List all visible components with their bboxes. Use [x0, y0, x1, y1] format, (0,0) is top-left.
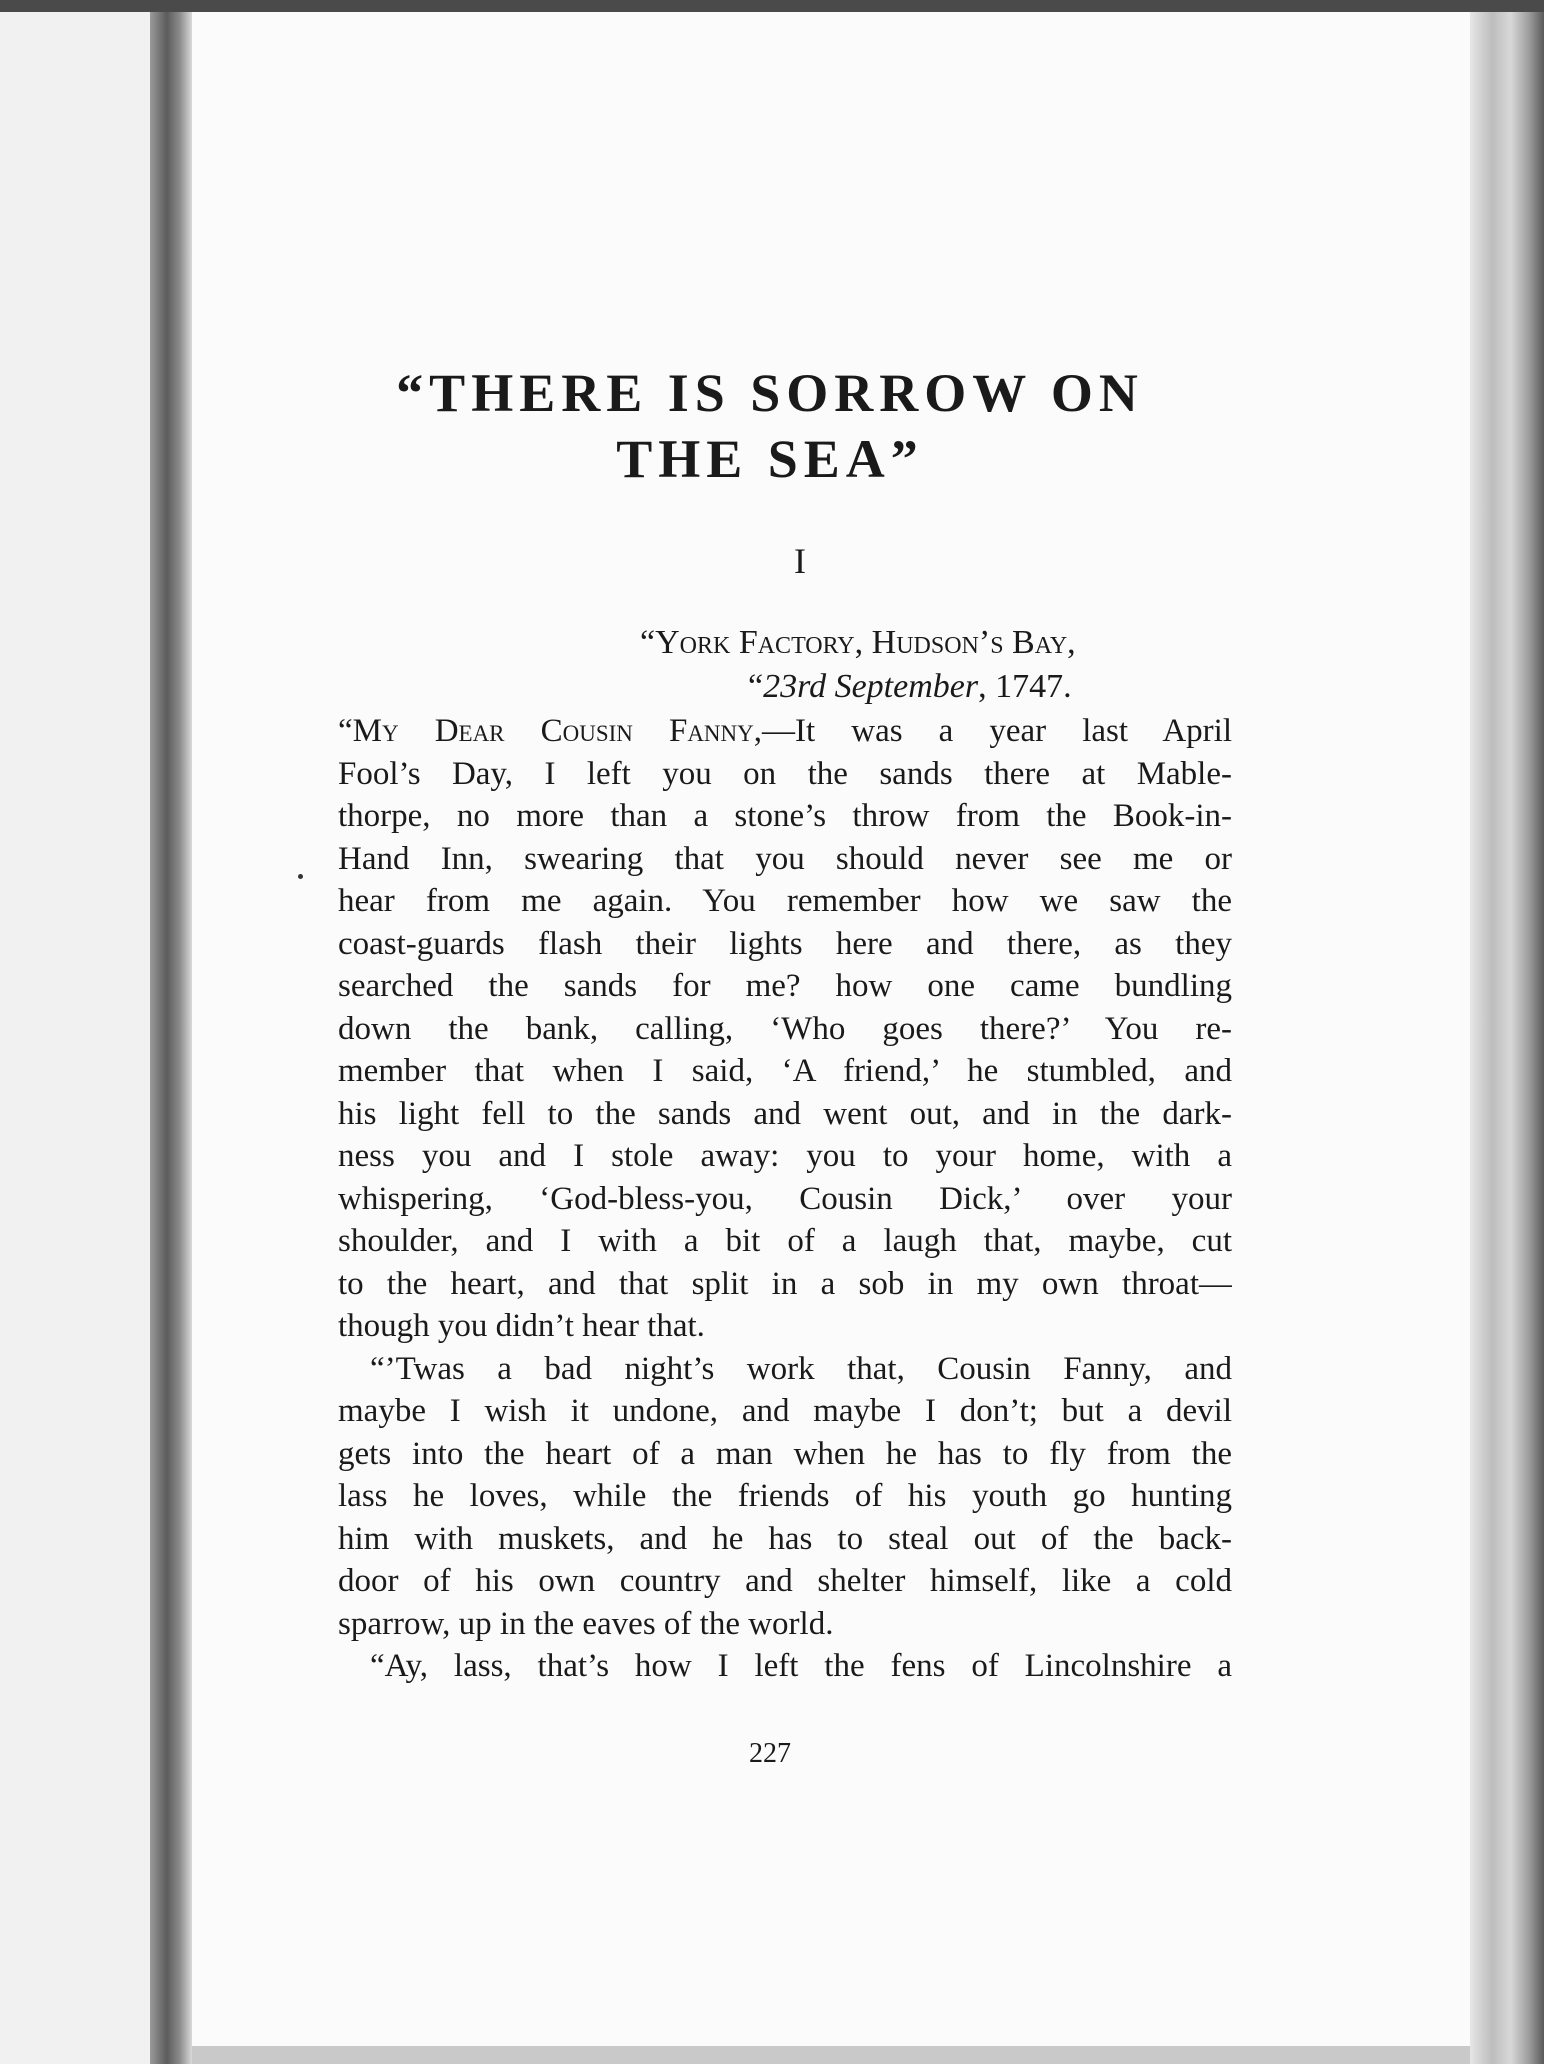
text-line: whispering, ‘God-bless-you, Cousin Dick,’ over your [338, 1180, 1232, 1217]
scan-speck [298, 874, 303, 879]
page-number: 227 [749, 1738, 791, 1769]
letter-date-year: , 1747. [978, 668, 1072, 705]
text-line: coast-guards flash their lights here and there, as they [338, 925, 1232, 962]
text-line: “My Dear Cousin Fanny,—It was a year last April [338, 713, 1232, 749]
chapter-title [300, 360, 1240, 492]
quote-mark: “ [640, 624, 656, 661]
scan-bottom-edge [192, 2046, 1470, 2064]
page-edges [1470, 12, 1544, 2064]
salutation: My Dear Cousin Fanny, [352, 713, 763, 749]
text-line: thorpe, no more than a stone’s throw from the Book-in- [338, 798, 1232, 834]
book-gutter [150, 12, 192, 2064]
text-line: his light fell to the sands and went out, and in the dark- [338, 1095, 1232, 1132]
text-line: down the bank, calling, ‘Who goes there?’ You re- [338, 1010, 1232, 1047]
text-line: though you didn’t hear that. [338, 1308, 705, 1344]
text-line: member that when I said, ‘A friend,’ he stumbled, and [338, 1053, 1232, 1089]
letter-place [640, 624, 1076, 662]
text-line-rest: —It was a year last April [762, 713, 1232, 749]
facing-page [0, 12, 150, 2064]
letter-date [748, 668, 1072, 706]
text-line: sparrow, up in the eaves of the world. [338, 1605, 834, 1642]
chapter-title-line: “THERE IS SORROW ON [396, 363, 1144, 423]
quote-mark: “ [748, 668, 764, 705]
text-line: door of his own country and shelter himself, like a cold [338, 1563, 1232, 1599]
text-line: ness you and I stole away: you to your home, with a [338, 1138, 1232, 1174]
text-line: searched the sands for me? how one came bundling [338, 968, 1232, 1004]
scan-top-edge [0, 0, 1544, 12]
chapter-number: I [794, 541, 806, 581]
text-line: Fool’s Day, I left you on the sands there at Mable- [338, 755, 1232, 792]
chapter-title-line: THE SEA” [616, 429, 924, 489]
text-line: to the heart, and that split in a sob in my own throat— [338, 1265, 1232, 1302]
text-line: “’Twas a bad night’s work that, Cousin Fanny, and [370, 1350, 1232, 1387]
text-line: lass he loves, while the friends of his youth go hunting [338, 1478, 1232, 1514]
letter-date-italic: 23rd September [763, 668, 979, 705]
letter-place-text: York Factory, Hudson’s Bay, [655, 624, 1076, 661]
text-line: “Ay, lass, that’s how I left the fens of Lincolnshire a [370, 1648, 1232, 1684]
text-line: maybe I wish it undone, and maybe I don’t; but a devil [338, 1393, 1232, 1429]
text-line: shoulder, and I with a bit of a laugh that, maybe, cut [338, 1223, 1232, 1259]
text-line: Hand Inn, swearing that you should never see me or [338, 840, 1232, 877]
text-line: hear from me again. You remember how we saw the [338, 883, 1232, 919]
text-line: him with muskets, and he has to steal out of the back- [338, 1520, 1232, 1557]
body-text [338, 710, 1232, 1688]
text-line: gets into the heart of a man when he has to fly from the [338, 1435, 1232, 1472]
